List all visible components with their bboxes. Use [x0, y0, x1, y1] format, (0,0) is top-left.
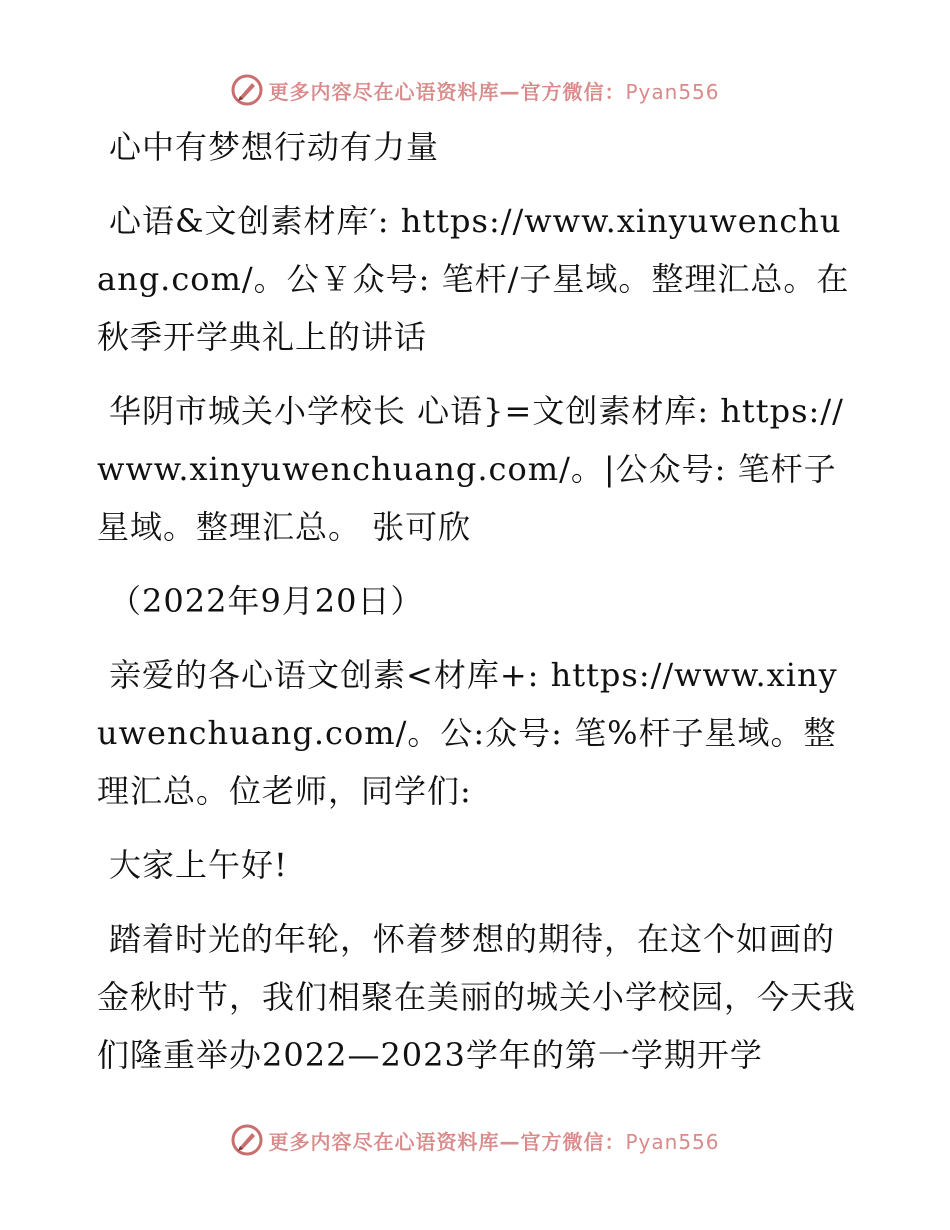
- document-title: 心中有梦想行动有力量: [109, 128, 440, 166]
- paragraph: 踏着时光的年轮，怀着梦想的期待，在这个如画的金秋时节，我们相聚在美丽的城关小学校园，今天我们隆重举办2022—2023学年的第一学期开学: [97, 920, 857, 1074]
- date-line: （2022年9月20日）: [109, 582, 424, 620]
- pen-circle-icon: [230, 1123, 264, 1157]
- footer-banner-text: 更多内容尽在心语资料库—官方微信：Pyan556: [268, 1129, 720, 1154]
- header-banner: [0, 70, 950, 110]
- footer-banner: [0, 1120, 950, 1160]
- pen-circle-icon: [230, 73, 264, 107]
- paragraph: 亲爱的各心语文创素<材库+: https://www.xinyuwenchuang.com/。公:众号: 笔%杆子星域。整理汇总。位老师，同学们:: [97, 656, 838, 810]
- header-banner-text: 更多内容尽在心语资料库—官方微信：Pyan556: [268, 79, 720, 104]
- document-body: [97, 118, 857, 1100]
- paragraph: 心语&文创素材库′: https://www.xinyuwenchuang.com/。公￥众号: 笔杆/子星域。整理汇总。在秋季开学典礼上的讲话: [97, 202, 850, 356]
- paragraph: 华阴市城关小学校长 心语}=文创素材库: https://www.xinyuwenchuang.com/。|公众号: 笔杆子星域。整理汇总。 张可欣: [97, 392, 844, 546]
- greeting: 大家上午好!: [109, 846, 288, 884]
